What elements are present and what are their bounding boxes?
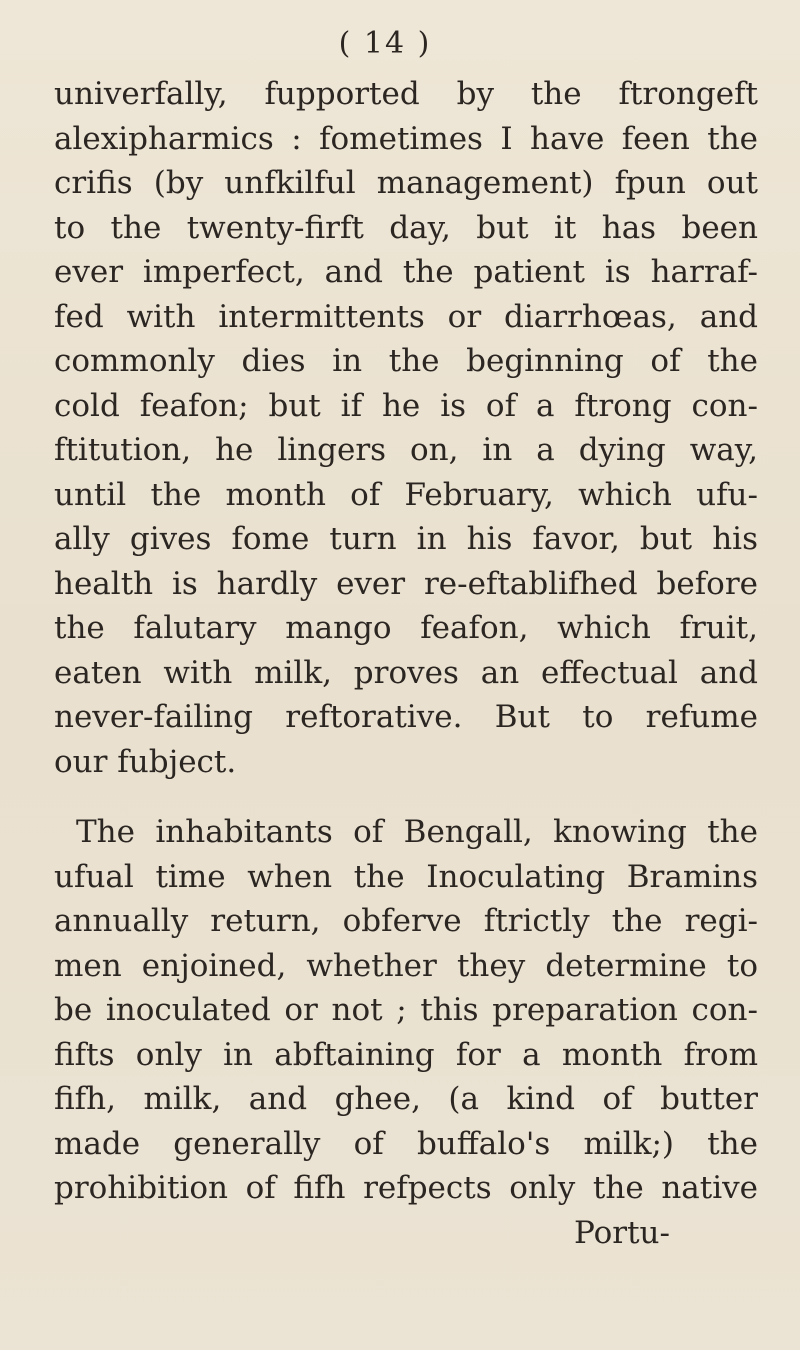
text-line: fifh, milk, and ghee, (a kind of butter: [54, 1081, 758, 1117]
text-line: ally gives fome turn in his favor, but his: [54, 521, 758, 557]
text-line: annually return, obferve ftrictly the regi-: [54, 903, 758, 939]
page-number: ( 14 ): [338, 26, 432, 61]
text-line: univerfally, fupported by the ftrongeft: [54, 76, 758, 112]
text-line: ufual time when the Inoculating Bramins: [54, 858, 758, 895]
text-line: made generally of buffalo's milk;) the: [54, 1125, 758, 1162]
text-line: until the month of February, which ufu-: [54, 476, 758, 513]
paragraph-gap: [54, 784, 758, 810]
text-line: to the twenty-firft day, but it has been: [54, 209, 758, 246]
page-text: [54, 72, 758, 1255]
text-line: fifts only in abftaining for a month from: [54, 1036, 758, 1073]
text-line: ever imperfect, and the patient is harraf-: [54, 254, 758, 290]
text-line: alexipharmics : fometimes I have feen the: [54, 120, 758, 157]
text-line: health is hardly ever re-eftablifhed before: [54, 565, 758, 602]
text-line: cold feafon; but if he is of a ftrong con-: [54, 387, 758, 424]
text-line: our fubject.: [54, 743, 237, 780]
text-line: men enjoined, whether they determine to: [54, 947, 758, 984]
text-line: ftitution, he lingers on, in a dying way,: [54, 432, 758, 468]
text-line: the falutary mango feafon, which fruit,: [54, 610, 758, 646]
text-line: commonly dies in the beginning of the: [54, 343, 758, 379]
text-line: eaten with milk, proves an effectual and: [54, 654, 758, 691]
text-line: The inhabitants of Bengall, knowing the: [76, 814, 758, 850]
text-line: prohibition of fifh refpects only the native: [54, 1170, 758, 1206]
text-line: fed with intermittents or diarrhœas, and: [54, 298, 758, 335]
catchword: Portu-: [574, 1214, 670, 1251]
text-line: crifis (by unfkilful management) fpun out: [54, 165, 758, 201]
text-line: never-failing reftorative. But to refume: [54, 699, 758, 735]
text-line: be inoculated or not ; this preparation con-: [54, 992, 758, 1028]
